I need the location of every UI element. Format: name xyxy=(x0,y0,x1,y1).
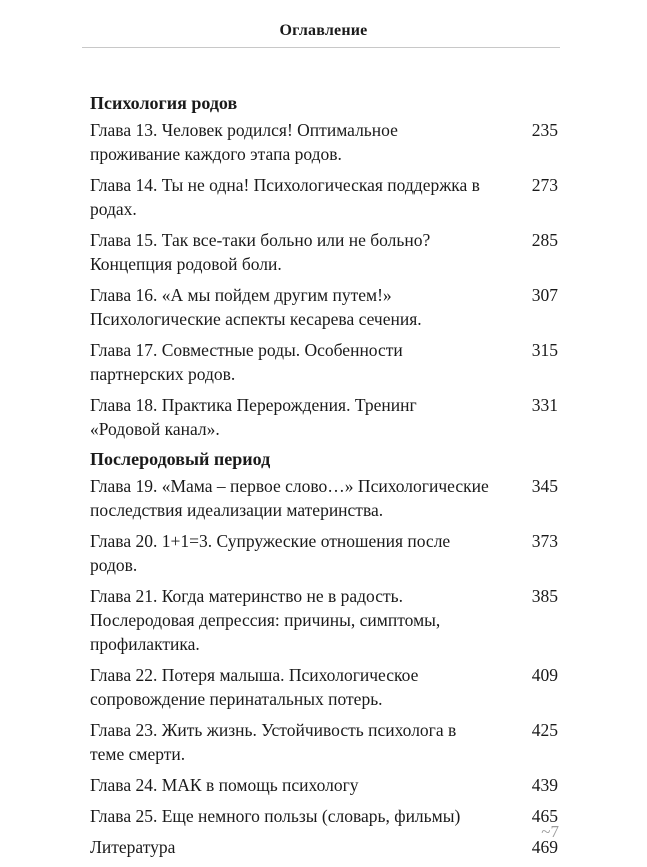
toc-entry-title-line: проживание каждого этапа родов. xyxy=(90,144,342,164)
section-heading: Психология родов xyxy=(90,93,238,113)
toc-entry-title xyxy=(90,663,510,711)
toc-entry-title-line: родов. xyxy=(90,555,138,575)
toc-entry-page: 315 xyxy=(531,340,558,360)
toc-entry-title-line: Глава 23. Жить жизнь. Устойчивость психолога в xyxy=(90,720,457,740)
toc-entry-title xyxy=(90,584,510,656)
header-divider xyxy=(82,47,560,48)
toc-entry[interactable] xyxy=(90,718,558,766)
table-of-contents xyxy=(90,92,558,866)
toc-entry-page: 345 xyxy=(531,476,558,496)
toc-entry-title-line: сопровождение перинатальных потерь. xyxy=(90,689,383,709)
toc-entry-title-line: Глава 18. Практика Перерождения. Тренинг xyxy=(90,395,417,415)
toc-entry-title-line: последствия идеализации материнства. xyxy=(90,500,384,520)
toc-entry-title xyxy=(90,118,510,166)
toc-entry-page: 425 xyxy=(531,720,558,740)
toc-entry-title-line: Глава 24. МАК в помощь психологу xyxy=(90,775,359,795)
toc-entry-title-line: Глава 15. Так все-таки больно или не больно? xyxy=(90,230,431,250)
toc-entry-title xyxy=(90,718,510,766)
toc-entry-title-line: Глава 20. 1+1=3. Супружеские отношения после xyxy=(90,531,451,551)
page-number: ~7 xyxy=(541,822,559,841)
toc-entry-title-line: Глава 25. Еще немного пользы (словарь, фильмы) xyxy=(90,806,461,826)
toc-entry-title-line: Послеродовая депрессия: причины, симптомы, xyxy=(90,610,441,630)
toc-entry-title-line: Глава 13. Человек родился! Оптимальное xyxy=(90,120,398,140)
toc-entry[interactable] xyxy=(90,393,558,441)
toc-entry[interactable] xyxy=(90,118,558,166)
toc-entry-page: 465 xyxy=(531,806,558,826)
section-heading: Послеродовый период xyxy=(90,449,271,469)
toc-entry-title-line: Литература xyxy=(90,837,176,857)
toc-entry[interactable] xyxy=(90,529,558,577)
toc-entry-title xyxy=(90,228,510,276)
toc-entry-page: 235 xyxy=(531,120,558,140)
toc-entry-page: 273 xyxy=(531,175,558,195)
toc-entry-title-line: Глава 14. Ты не одна! Психологическая поддержка в xyxy=(90,175,480,195)
toc-entry-page: 331 xyxy=(531,395,558,415)
toc-entry[interactable] xyxy=(90,804,558,828)
toc-entry-title-line: «Родовой канал». xyxy=(90,419,220,439)
running-head-title: Оглавление xyxy=(279,22,368,39)
toc-entry-page: 409 xyxy=(531,665,558,685)
toc-entry-title-line: Психологические аспекты кесарева сечения. xyxy=(90,309,422,329)
toc-entry-title-line: Глава 17. Совместные роды. Особенности xyxy=(90,340,403,360)
toc-entry-title xyxy=(90,773,510,797)
toc-entry-page: 469 xyxy=(531,837,558,857)
toc-entry-title xyxy=(90,835,510,859)
toc-entry-page: 385 xyxy=(531,586,558,606)
toc-entry[interactable] xyxy=(90,663,558,711)
toc-entry-title xyxy=(90,283,510,331)
toc-entry-title-line: профилактика. xyxy=(90,634,200,654)
toc-entry-title xyxy=(90,529,510,577)
toc-entry[interactable] xyxy=(90,474,558,522)
toc-entry-title-line: партнерских родов. xyxy=(90,364,236,384)
toc-entry-title xyxy=(90,804,510,828)
toc-entry-title xyxy=(90,474,510,522)
toc-entry-title-line: Глава 19. «Мама – первое слово…» Психологические xyxy=(90,476,489,496)
toc-entry-page: 373 xyxy=(531,531,558,551)
toc-entry-title-line: Глава 16. «А мы пойдем другим путем!» xyxy=(90,285,392,305)
toc-entry-page: 307 xyxy=(531,285,558,305)
toc-entry-title xyxy=(90,338,510,386)
toc-entry[interactable] xyxy=(90,283,558,331)
toc-entry-title xyxy=(90,393,510,441)
toc-entry-title-line: Концепция родовой боли. xyxy=(90,254,282,274)
toc-entry[interactable] xyxy=(90,773,558,797)
toc-entry-page: 439 xyxy=(531,775,558,795)
toc-entry[interactable] xyxy=(90,835,558,859)
toc-entry-title xyxy=(90,173,510,221)
toc-entry[interactable] xyxy=(90,584,558,656)
toc-entry[interactable] xyxy=(90,173,558,221)
toc-entry[interactable] xyxy=(90,338,558,386)
toc-entry-title-line: теме смерти. xyxy=(90,744,186,764)
toc-entry-title-line: родах. xyxy=(90,199,137,219)
toc-entry-title-line: Глава 22. Потеря малыша. Психологическое xyxy=(90,665,419,685)
toc-entry-title-line: Глава 21. Когда материнство не в радость. xyxy=(90,586,404,606)
toc-entry-page: 285 xyxy=(531,230,558,250)
toc-entry[interactable] xyxy=(90,228,558,276)
